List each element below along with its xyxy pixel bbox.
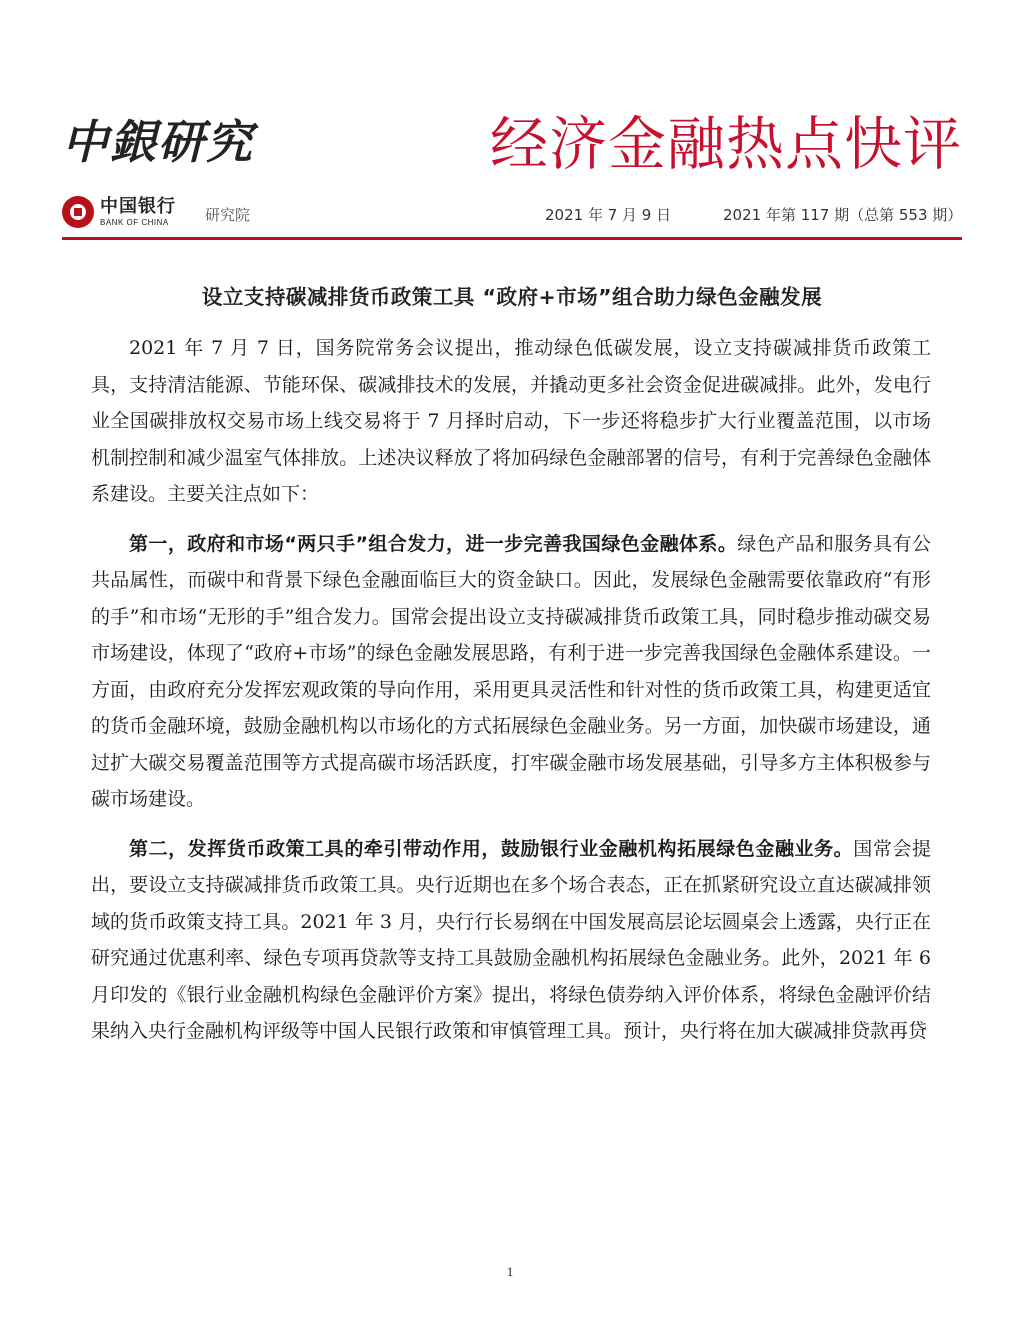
header-divider bbox=[62, 237, 962, 240]
paragraph-point-1 bbox=[91, 526, 931, 818]
issue-date: 2021 年 7 月 9 日 bbox=[545, 206, 672, 224]
paragraph-intro: 2021 年 7 月 7 日，国务院常务会议提出，推动绿色低碳发展，设立支持碳减排货币政策工具，支持清洁能源、节能环保、碳减排技术的发展，并撬动更多社会资金促进碳减排。此外，发电行业全国碳排放权交易市场上线交易将于 7 月择时启动，下一步还将稳步扩大行业覆盖范围，以市场机制控制和减少温室气体排放。上述决议释放了将加码绿色金融部署的信号，有利于完善绿色金融体系建设。主要关注点如下： bbox=[91, 337, 931, 505]
brand-calligraphy-logo: 中銀研究 bbox=[62, 115, 254, 169]
article-body bbox=[91, 330, 931, 1063]
report-series-title: 经济金融热点快评 bbox=[490, 110, 963, 178]
bank-emblem-icon bbox=[62, 196, 94, 228]
issue-number: 2021 年第 117 期（总第 553 期） bbox=[723, 206, 963, 224]
point-1-heading: 第一，政府和市场“两只手”组合发力，进一步完善我国绿色金融体系。 bbox=[129, 532, 738, 555]
point-2-heading: 第二，发挥货币政策工具的牵引带动作用，鼓励银行业金融机构拓展绿色金融业务。 bbox=[129, 837, 854, 860]
bank-logo bbox=[62, 192, 176, 232]
point-2-body: 国常会提出，要设立支持碳减排货币政策工具。央行近期也在多个场合表态，正在抓紧研究设立直达碳减排领域的货币政策支持工具。2021 年 3 月，央行行长易纲在中国发展高层论坛圆桌会上透露，央行正在研究通过优惠利率、绿色专项再贷款等支持工具鼓励金融机构拓展绿色金融业务。此外，2021 年 6 月印发的《银行业金融机构绿色金融评价方案》提出，将绿色债券纳入评价体系，将绿色金融评价结果纳入央行金融机构评级等中国人民银行政策和审慎管理工具。预计，央行将在加大碳减排贷款再贷 bbox=[91, 837, 931, 1042]
bank-name-en: BANK OF CHINA bbox=[100, 217, 169, 227]
bank-name-cn: 中国银行 bbox=[100, 195, 176, 217]
point-1-body: 绿色产品和服务具有公共品属性，而碳中和背景下绿色金融面临巨大的资金缺口。因此，发展绿色金融需要依靠政府“有形的手”和市场“无形的手”组合发力。国常会提出设立支持碳减排货币政策工具，同时稳步推动碳交易市场建设，体现了“政府+市场”的绿色金融发展思路，有利于进一步完善我国绿色金融体系建设。一方面，由政府充分发挥宏观政策的导向作用，采用更具灵活性和针对性的货币政策工具，构建更适宜的货币金融环境，鼓励金融机构以市场化的方式拓展绿色金融业务。另一方面，加快碳市场建设，通过扩大碳交易覆盖范围等方式提高碳市场活跃度，打牢碳金融市场发展基础，引导多方主体积极参与碳市场建设。 bbox=[91, 532, 931, 810]
bank-logo-text bbox=[100, 195, 176, 227]
article-title: 设立支持碳减排货币政策工具 “政府+市场”组合助力绿色金融发展 bbox=[201, 285, 823, 309]
paragraph-point-2 bbox=[91, 831, 931, 1050]
page-number: 1 bbox=[506, 1264, 514, 1279]
institute-label: 研究院 bbox=[205, 206, 251, 224]
